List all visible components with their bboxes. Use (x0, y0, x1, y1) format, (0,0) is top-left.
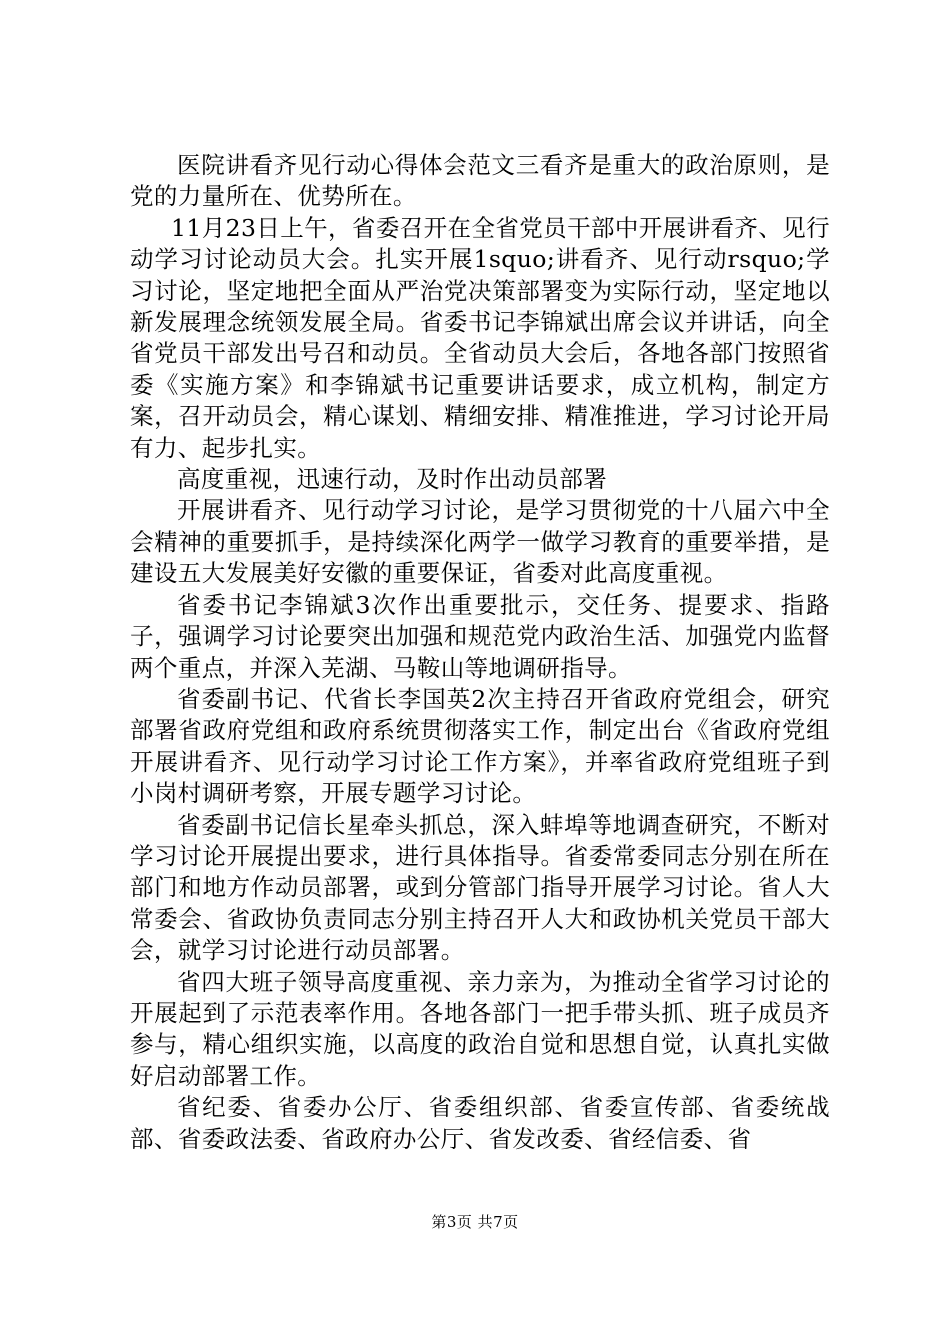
section-heading: 高度重视，迅速行动，及时作出动员部署 (177, 465, 608, 494)
document-body (130, 150, 830, 1155)
paragraph-importance: 开展讲看齐、见行动学习讨论，是学习贯彻党的十八届六中全会精神的重要抓手，是持续深化两学一做学习教育的重要举措，是建设五大发展美好安徽的重要保证，省委对此高度重视。 (130, 496, 830, 588)
paragraph-deputy-secretary: 省委副书记信长星牵头抓总，深入蚌埠等地调查研究，不断对学习讨论开展提出要求，进行具体指导。省委常委同志分别在所在部门和地方作动员部署，或到分管部门指导开展学习讨论。省人大常委会、省政协负责同志分别主持召开人大和政协机关党员干部大会，就学习讨论进行动员部署。 (130, 810, 830, 965)
page-number-footer: 第3页 共7页 (431, 1213, 519, 1231)
paragraph-intro: 医院讲看齐见行动心得体会范文三看齐是重大的政治原则，是党的力量所在、优势所在。 (130, 151, 830, 211)
paragraph-departments: 省纪委、省委办公厅、省委组织部、省委宣传部、省委统战部、省委政法委、省政府办公厅、省发改委、省经信委、省 (130, 1093, 830, 1153)
paragraph-governor: 省委副书记、代省长李国英2次主持召开省政府党组会，研究部署省政府党组和政府系统贯彻落实工作，制定出台《省政府党组开展讲看齐、见行动学习讨论工作方案》，并率省政府党组班子到小岗村调研考察，开展专题学习讨论。 (130, 684, 830, 808)
paragraph-leadership: 省四大班子领导高度重视、亲力亲为，为推动全省学习讨论的开展起到了示范表率作用。各地各部门一把手带头抓、班子成员齐参与，精心组织实施，以高度的政治自觉和思想自觉，认真扎实做好启动部署工作。 (130, 967, 830, 1090)
paragraph-meeting: 11月23日上午，省委召开在全省党员干部中开展讲看齐、见行动学习讨论动员大会。扎实开展1squo;讲看齐、见行动rsquo;学习讨论，坚定地把全面从严治党决策部署变为实际行动，坚定地以新发展理念统领发展全局。省委书记李锦斌出席会议并讲话，向全省党员干部发出号召和动员。全省动员大会后，各地各部门按照省委《实施方案》和李锦斌书记重要讲话要求，成立机构，制定方案，召开动员会，精心谋划、精细安排、精准推进，学习讨论开局有力、起步扎实。 (130, 213, 830, 462)
paragraph-secretary: 省委书记李锦斌3次作出重要批示，交任务、提要求、指路子，强调学习讨论要突出加强和规范党内政治生活、加强党内监督两个重点，并深入芜湖、马鞍山等地调研指导。 (130, 590, 830, 682)
